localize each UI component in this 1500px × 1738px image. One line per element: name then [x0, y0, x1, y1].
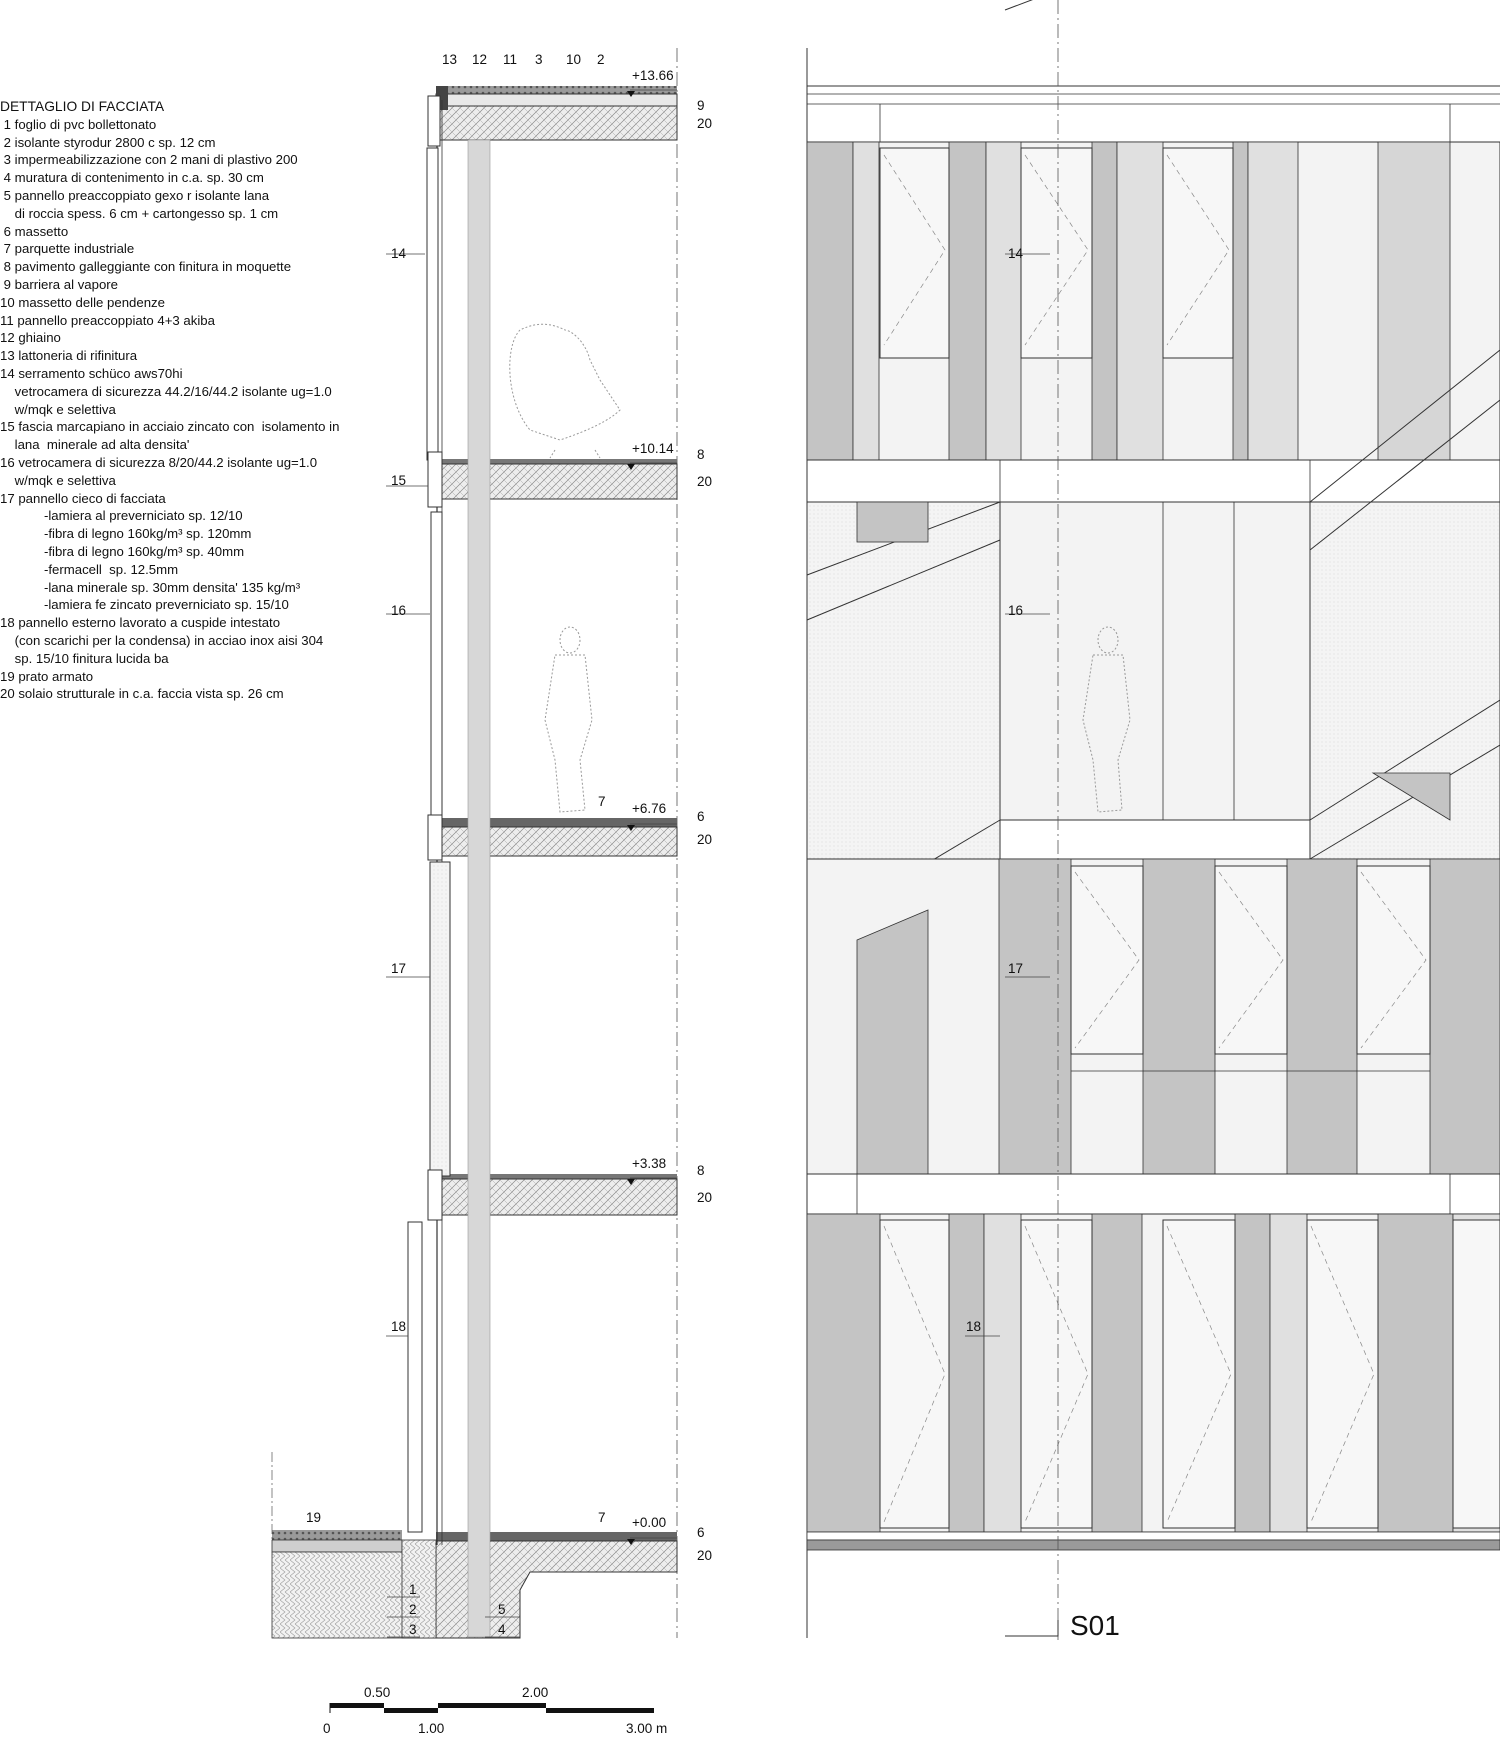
legend-item: 11 pannello preaccoppiato 4+3 akiba: [0, 312, 215, 328]
elevation-base: [807, 1540, 1500, 1550]
legend-item: sp. 15/10 finitura lucida ba: [0, 650, 169, 666]
scale-label: 0.50: [364, 1685, 391, 1700]
floor-finish-tag: 7: [598, 1510, 606, 1525]
scale-label: 0: [323, 1721, 331, 1736]
legend-item: 16 vetrocamera di sicurezza 8/20/44.2 isolante ug=1.0: [0, 454, 318, 470]
legend-item: 8 pavimento galleggiante con finitura in moquette: [0, 259, 292, 275]
legend-item: 9 barriera al vapore: [0, 276, 119, 292]
right-tag: 20: [697, 474, 713, 489]
roof-slab: [436, 106, 677, 140]
legend-item: -lamiera al preverniciato sp. 12/10: [0, 508, 243, 524]
glazing-16: [431, 512, 442, 818]
legend-item: 2 isolante styrodur 2800 c sp. 12 cm: [0, 134, 216, 150]
legend-item: 3 impermeabilizzazione con 2 mani di plastivo 200: [0, 152, 298, 168]
top-number: 11: [503, 52, 518, 67]
legend-item: w/mqk e selettiva: [0, 401, 116, 417]
legend-item: w/mqk e selettiva: [0, 472, 116, 488]
glazing-wall-16: [1000, 502, 1310, 820]
top-number: 10: [566, 52, 582, 67]
legend-item: (con scarichi per la condensa) in acciao inox aisi 304: [0, 632, 324, 648]
top-number: 2: [597, 52, 605, 67]
elevation-tag: 16: [1008, 603, 1024, 618]
scale-label: 3.00 m: [626, 1721, 668, 1736]
legend-item: 20 solaio strutturale in c.a. faccia vista sp. 26 cm: [0, 686, 284, 702]
upper-windows: [880, 148, 1233, 358]
level-label: +13.66: [632, 68, 674, 83]
legend-item: 6 massetto: [0, 223, 69, 239]
legend-item: -fibra di legno 160kg/m³ sp. 120mm: [0, 526, 252, 542]
legend-item: 7 parquette industriale: [0, 241, 135, 257]
legend-item: -lana minerale sp. 30mm densita' 135 kg/m³: [0, 579, 301, 595]
top-number: 3: [535, 52, 543, 67]
scale-label: 1.00: [418, 1721, 445, 1736]
elevation-tag: 18: [966, 1319, 982, 1334]
right-tag: 8: [697, 447, 705, 462]
legend-item: 12 ghiaino: [0, 330, 61, 346]
right-tag: 9: [697, 98, 705, 113]
foundation-tag: 2: [409, 1602, 417, 1617]
section-mark: S01: [1070, 1610, 1120, 1641]
left-tag: 15: [391, 473, 407, 488]
right-tag: 6: [697, 1525, 705, 1540]
legend-title: DETTAGLIO DI FACCIATA: [0, 99, 165, 114]
ground-tag: 19: [306, 1510, 322, 1525]
roof-insulation: [436, 94, 677, 106]
right-tag: 20: [697, 1548, 713, 1563]
legend-item: -lamiera fe zincato preverniciato sp. 15/10: [0, 597, 289, 613]
legend-item: 17 pannello cieco di facciata: [0, 490, 166, 506]
legend-item: vetrocamera di sicurezza 44.2/16/44.2 isolante ug=1.0: [0, 383, 332, 399]
legend-item: 10 massetto delle pendenze: [0, 294, 165, 310]
foundation-tag: 5: [498, 1602, 506, 1617]
legend-item: 14 serramento schüco aws70hi: [0, 365, 183, 381]
elevation-tag: 14: [1008, 246, 1024, 261]
level-label: +0.00: [632, 1515, 667, 1530]
level-label: +6.76: [632, 801, 667, 816]
right-tag: 20: [697, 832, 713, 847]
right-tag: 20: [697, 1190, 713, 1205]
foundation-tag: 3: [409, 1622, 417, 1637]
left-tag: 17: [391, 961, 407, 976]
scale-label: 2.00: [522, 1685, 549, 1700]
interior-wall: [468, 140, 490, 1637]
legend-item: 1 foglio di pvc bollettonato: [0, 116, 157, 132]
legend-item: 18 pannello esterno lavorato a cuspide intestato: [0, 615, 281, 631]
legend-item: lana minerale ad alta densita': [0, 437, 190, 453]
legend-item: 5 pannello preaccoppiato gexo r isolante lana: [0, 187, 270, 203]
right-tag: 8: [697, 1163, 705, 1178]
blind-panel-17: [430, 862, 450, 1176]
left-tag: 14: [391, 246, 407, 261]
facade-elevation: [807, 0, 1500, 1640]
human-figures: [510, 324, 620, 812]
left-tag: 16: [391, 603, 407, 618]
top-number: 12: [472, 52, 488, 67]
top-number: 13: [442, 52, 458, 67]
legend-item: -fibra di legno 160kg/m³ sp. 40mm: [0, 543, 245, 559]
legend-item: 13 lattoneria di rifinitura: [0, 348, 138, 364]
legend-item: 4 muratura di contenimento in c.a. sp. 30 cm: [0, 170, 264, 186]
legend-item: 19 prato armato: [0, 668, 94, 684]
scale-bar: [323, 1685, 667, 1736]
wall-section: [272, 48, 677, 1638]
window-frame-14: [427, 148, 438, 460]
legend-item: 15 fascia marcapiano in acciaio zincato con isolamento in: [0, 419, 340, 435]
foundation-tag: 1: [409, 1582, 417, 1597]
right-tag: 20: [697, 116, 713, 131]
outer-panel-18: [408, 1222, 422, 1532]
spandrel-15: [428, 452, 442, 507]
level-label: +3.38: [632, 1156, 667, 1171]
level-label: +10.14: [632, 441, 674, 456]
foundation-tag: 4: [498, 1622, 506, 1637]
reinforced-lawn: [272, 1530, 402, 1540]
right-tag: 6: [697, 809, 705, 824]
legend-item: di roccia spess. 6 cm + cartongesso sp. 1 cm: [0, 205, 279, 221]
floor-finish-tag: 7: [598, 794, 606, 809]
elevation-tag: 17: [1008, 961, 1024, 976]
middle-windows: [1071, 866, 1430, 1054]
left-tag: 18: [391, 1319, 407, 1334]
legend-item: -fermacell sp. 12.5mm: [0, 561, 179, 577]
